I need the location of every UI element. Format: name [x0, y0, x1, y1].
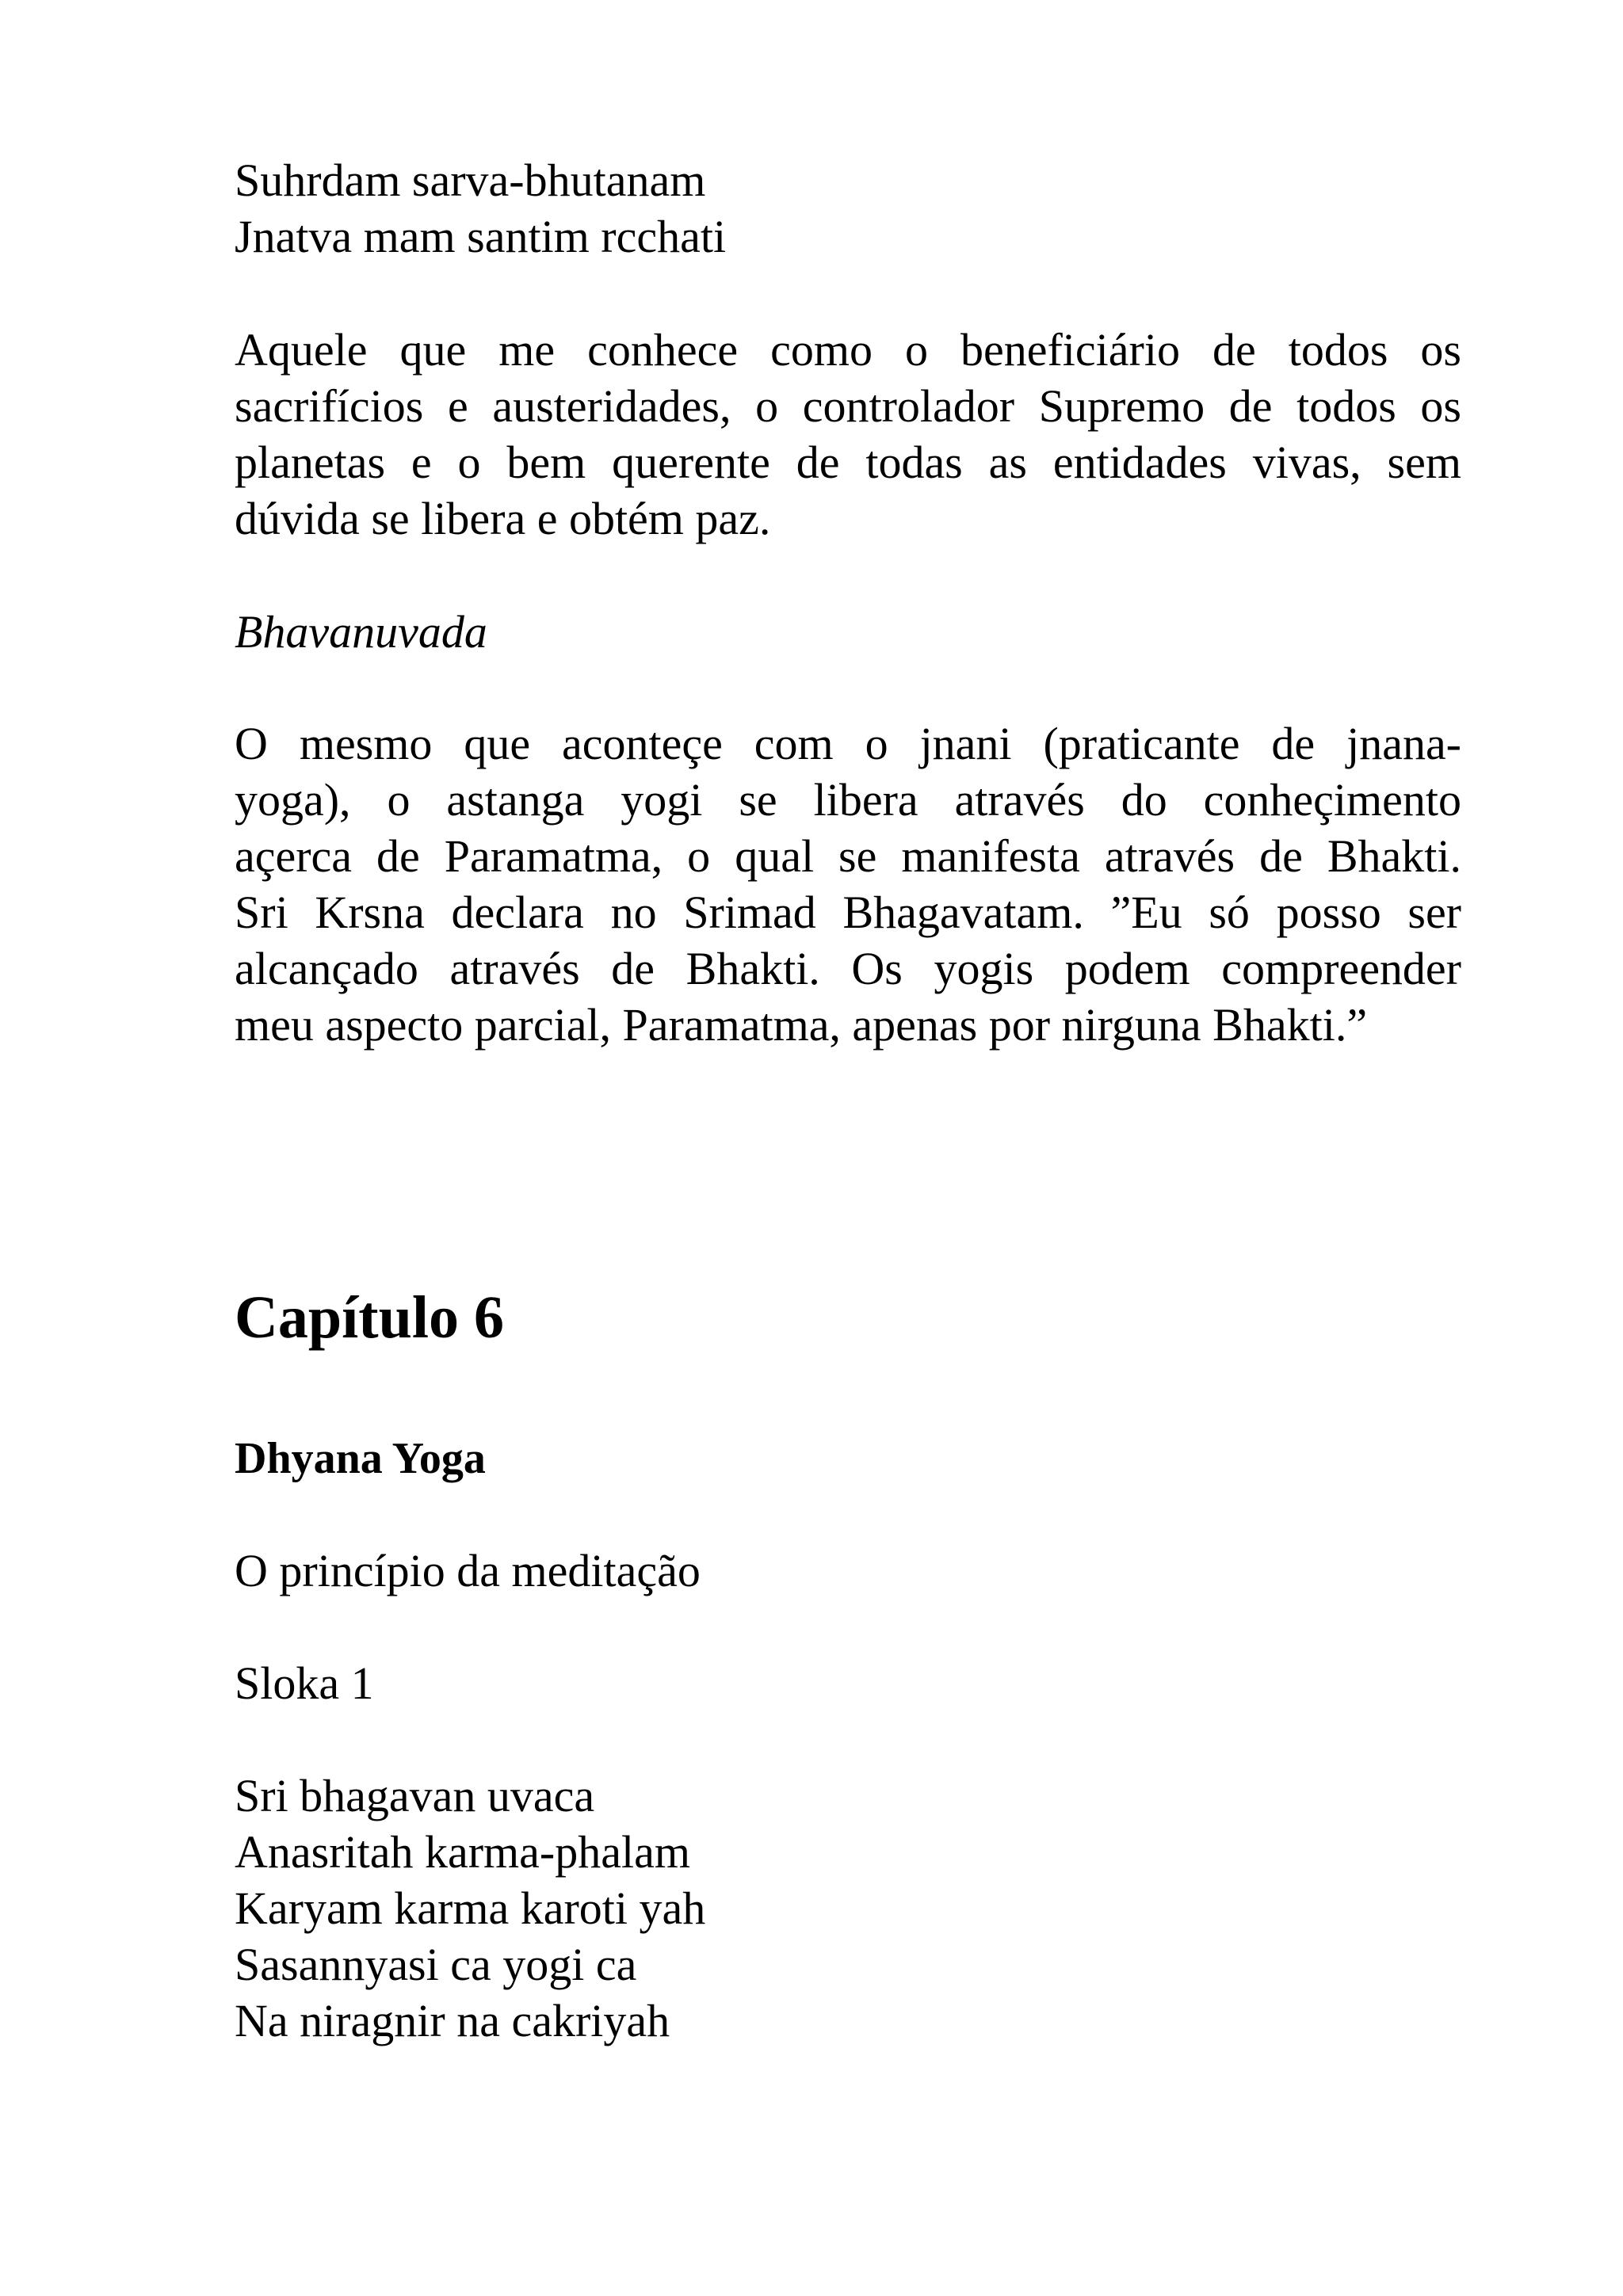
verse-line: Sri bhagavan uvaca: [235, 1770, 595, 1821]
sloka-label: Sloka 1: [235, 1657, 374, 1709]
verse-line: Na niragnir na cakriyah: [235, 1995, 670, 2046]
chapter-title: Capítulo 6: [235, 1284, 504, 1351]
paragraph-line: sacrifícios e austeridades, o controlador Supremo de todos os: [235, 380, 1461, 432]
paragraph-line: planetas e o bem querente de todas as entidades vivas, sem: [235, 437, 1461, 488]
chapter-subtitle: Dhyana Yoga: [235, 1434, 486, 1483]
paragraph-line: açerca de Paramatma, o qual se manifesta através de Bhakti.: [235, 830, 1461, 882]
verse-line: Suhrdam sarva-bhutanam: [235, 154, 706, 206]
paragraph-line: yoga), o astanga yogi se libera através do conheçimento: [235, 774, 1461, 826]
verse-line: Jnatva mam santim rcchati: [235, 211, 727, 262]
verse-line: Anasritah karma-phalam: [235, 1826, 690, 1878]
paragraph-line: O mesmo que aconteçe com o jnani (praticante de jnana-: [235, 718, 1461, 769]
verse-bottom: [235, 1768, 1461, 2049]
verse-line: Sasannyasi ca yogi ca: [235, 1939, 637, 1990]
verse-top: [235, 152, 1461, 265]
commentary-paragraph: [235, 715, 1461, 1053]
chapter-description: O princípio da meditação: [235, 1545, 701, 1596]
paragraph-line: alcançado através de Bhakti. Os yogis podem compreender: [235, 943, 1461, 994]
document-page: [235, 0, 1461, 2296]
commentary-heading: Bhavanuvada: [235, 606, 487, 658]
translation-paragraph: [235, 322, 1461, 547]
paragraph-line: Sri Krsna declara no Srimad Bhagavatam. ”Eu só posso ser: [235, 887, 1461, 938]
verse-line: Karyam karma karoti yah: [235, 1882, 706, 1934]
paragraph-line: dúvida se libera e obtém paz.: [235, 493, 771, 544]
paragraph-line: meu aspecto parcial, Paramatma, apenas por nirguna Bhakti.”: [235, 999, 1368, 1051]
paragraph-line: Aquele que me conhece como o beneficiário de todos os: [235, 324, 1461, 376]
